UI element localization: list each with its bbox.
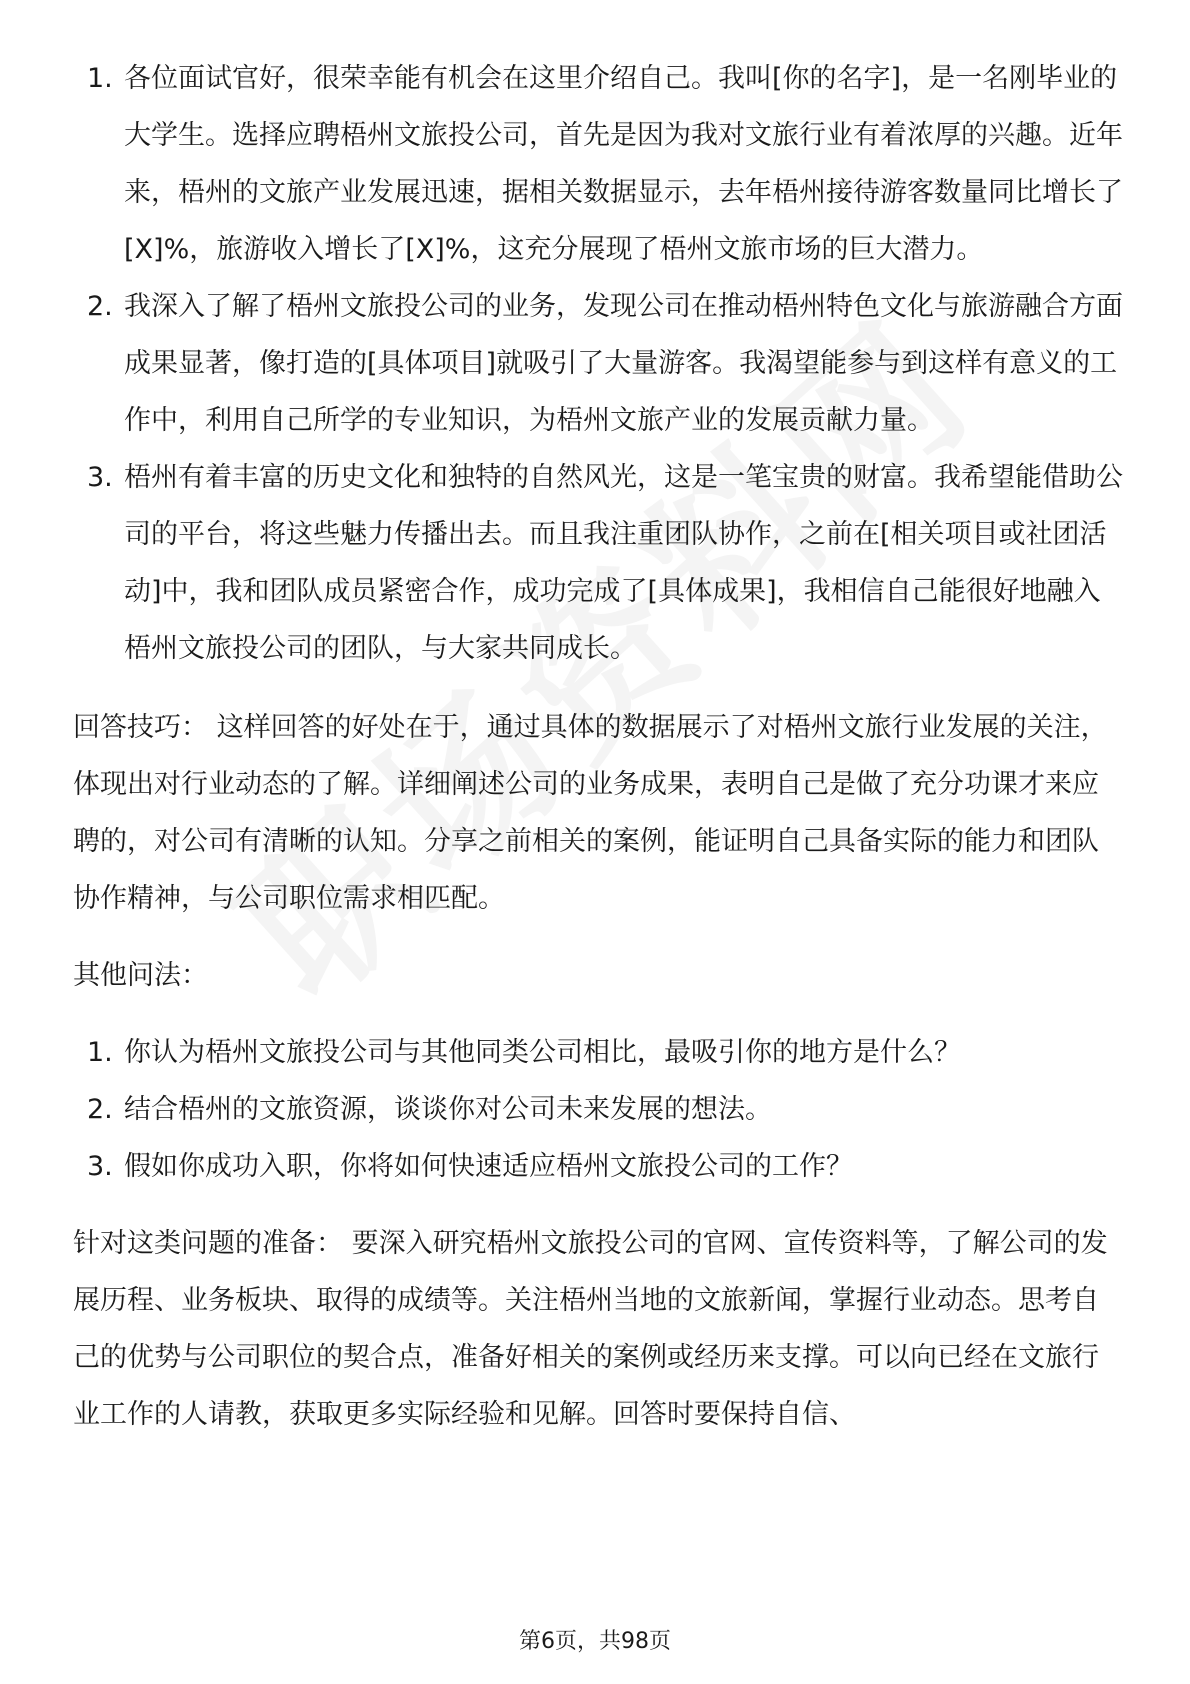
other-questions-list bbox=[73, 1024, 1123, 1195]
other-questions-label: 其他问法： bbox=[73, 960, 208, 991]
list-number: 1. bbox=[87, 63, 113, 94]
intro-answer-list bbox=[73, 50, 1123, 677]
preparation-text: 要深入研究梧州文旅投公司的官网、宣传资料等，了解公司的发展历程、业务板块、取得的成绩等。关注梧州当地的文旅新闻，掌握行业动态。思考自己的优势与公司职位的契合点，准备好相关的案例或经历来支撑。可以向已经在文旅行业工作的人请教，获取更多实际经验和见解。回答时要保持自信、 bbox=[73, 1228, 1108, 1430]
list-item-text: 梧州有着丰富的历史文化和独特的自然风光，这是一笔宝贵的财富。我希望能借助公司的平台，将这些魅力传播出去。而且我注重团队协作，之前在[相关项目或社团活动]中，我和团队成员紧密合作，成功完成了[具体成果]，我相信自己能很好地融入梧州文旅投公司的团队，与大家共同成长。 bbox=[124, 462, 1123, 664]
list-item bbox=[73, 1024, 1123, 1081]
list-number: 1. bbox=[87, 1037, 113, 1068]
list-item bbox=[73, 278, 1123, 449]
page-footer: 第6页，共98页 bbox=[519, 1629, 671, 1654]
list-item-text: 结合梧州的文旅资源，谈谈你对公司未来发展的想法。 bbox=[124, 1094, 772, 1125]
list-item bbox=[73, 449, 1123, 677]
answer-tips-paragraph bbox=[73, 699, 1123, 927]
list-item-text: 假如你成功入职，你将如何快速适应梧州文旅投公司的工作？ bbox=[124, 1151, 853, 1182]
list-number: 3. bbox=[87, 1151, 113, 1182]
list-number: 3. bbox=[87, 462, 113, 493]
list-item bbox=[73, 1081, 1123, 1138]
list-item-text: 你认为梧州文旅投公司与其他同类公司相比，最吸引你的地方是什么？ bbox=[124, 1037, 961, 1068]
answer-tips-label: 回答技巧： bbox=[73, 712, 208, 743]
answer-tips-text: 这样回答的好处在于，通过具体的数据展示了对梧州文旅行业发展的关注，体现出对行业动态的了解。详细阐述公司的业务成果，表明自己是做了充分功课才来应聘的，对公司有清晰的认知。分享之前相关的案例，能证明自己具备实际的能力和团队协作精神，与公司职位需求相匹配。 bbox=[73, 712, 1108, 914]
preparation-paragraph bbox=[73, 1215, 1123, 1443]
list-number: 2. bbox=[87, 1094, 113, 1125]
list-number: 2. bbox=[87, 291, 113, 322]
list-item bbox=[73, 50, 1123, 278]
list-item-text: 各位面试官好，很荣幸能有机会在这里介绍自己。我叫[你的名字]，是一名刚毕业的大学生。选择应聘梧州文旅投公司，首先是因为我对文旅行业有着浓厚的兴趣。近年来，梧州的文旅产业发展迅速，据相关数据显示，去年梧州接待游客数量同比增长了[X]%，旅游收入增长了[X]%，这充分展现了梧州文旅市场的巨大潜力。 bbox=[124, 63, 1123, 265]
list-item bbox=[73, 1138, 1123, 1195]
preparation-label: 针对这类问题的准备： bbox=[73, 1228, 343, 1259]
list-item-text: 我深入了解了梧州文旅投公司的业务，发现公司在推动梧州特色文化与旅游融合方面成果显著，像打造的[具体项目]就吸引了大量游客。我渴望能参与到这样有意义的工作中，利用自己所学的专业知识，为梧州文旅产业的发展贡献力量。 bbox=[124, 291, 1123, 436]
document-page bbox=[73, 50, 1123, 1443]
